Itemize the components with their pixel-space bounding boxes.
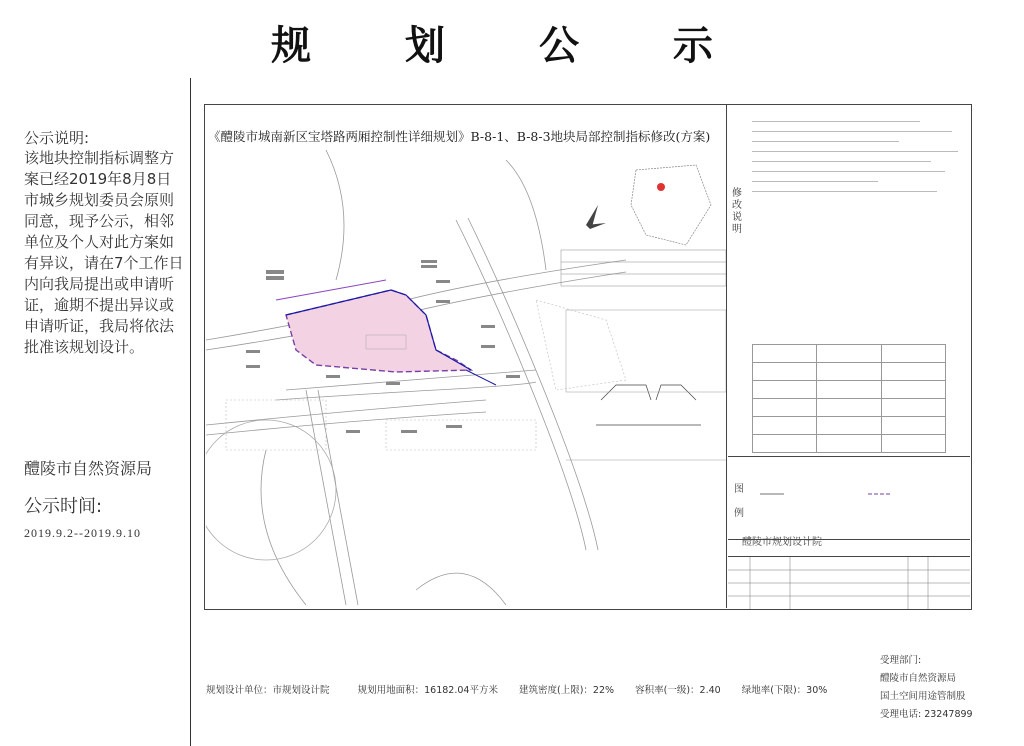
table-row [753, 435, 946, 453]
control-index-table [752, 344, 946, 453]
drawing-title: 《醴陵市城南新区宝塔路两厢控制性详细规划》B-8-1、B-8-3地块局部控制指标修改(方案) [208, 129, 711, 144]
divider-line [190, 78, 191, 746]
signature-grid [728, 557, 970, 609]
land-area: 规划用地面积：16182.04平方米 [357, 685, 498, 696]
time-value: 2019.9.2--2019.9.10 [24, 526, 141, 540]
legend-label: 图例 [734, 484, 744, 519]
table-row [753, 417, 946, 435]
notice-body: 该地块控制指标调整方案已经2019年8月8日市城乡规划委员会原则同意，现予公示，相邻单位及个人对此方案如有异议，请在7个工作日内向我局提出或申请听证，逾期不提出异议或申请听证，我局将依法批准该规划设计。 [24, 149, 184, 356]
planning-summary [206, 682, 827, 696]
sheet-divider [726, 104, 727, 608]
floor-area-ratio: 容积率(一级)：2.40 [635, 685, 721, 696]
contact-dept-label: 受理部门: [880, 655, 922, 666]
design-institute: 醴陵市规划设计院 [742, 537, 822, 548]
building-density: 建筑密度(上限)：22% [519, 685, 615, 696]
table-row [753, 363, 946, 381]
table-row [753, 399, 946, 417]
design-unit: 规划设计单位：市规划设计院 [206, 685, 330, 696]
modification-notes [752, 112, 962, 201]
bureau-name: 醴陵市自然资源局 [24, 459, 153, 478]
table-row [753, 381, 946, 399]
time-label: 公示时间: [24, 496, 103, 517]
table-row [753, 345, 946, 363]
page-title: 规 划 公 示 [271, 23, 753, 69]
signature-table [728, 556, 970, 609]
legend-lines [760, 488, 960, 500]
modification-notes-label: 修改说明 [732, 188, 742, 235]
green-ratio: 绿地率(下限)：30% [741, 685, 828, 696]
contact-section: 国土空间用途管制股 [880, 691, 966, 702]
contact-dept: 醴陵市自然资源局 [880, 673, 957, 684]
contact-phone: 受理电话: 23247899 [880, 709, 973, 720]
notice-label: 公示说明: [24, 129, 90, 147]
site-plan-map [206, 150, 726, 605]
